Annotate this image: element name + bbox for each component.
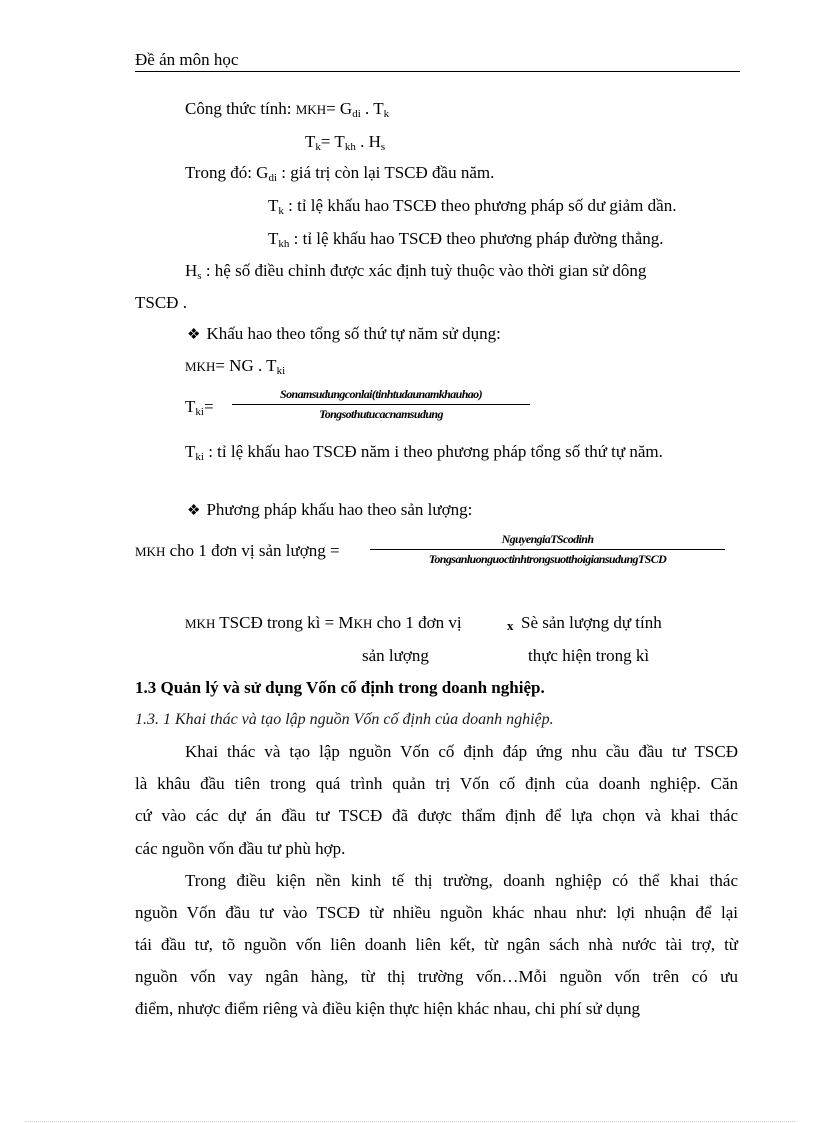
sub-k: k bbox=[278, 205, 284, 217]
san-luong-label: sản lượng bbox=[362, 646, 429, 665]
sub-kh: kh bbox=[344, 141, 356, 153]
multiply-sign: x bbox=[507, 618, 514, 633]
fraction-denominator: TongsanluonguoctinhtrongsuotthoigiansudungTSCD bbox=[428, 552, 667, 566]
mkh-tscd-end: Sè sản lượng dự tính bbox=[521, 613, 662, 632]
bullet-san-luong bbox=[187, 500, 472, 520]
section-subheading: 1.3. 1 Khai thác và tạo lập nguồn Vốn cố định của doanh nghiệp. bbox=[135, 711, 554, 728]
sub-s: s bbox=[197, 270, 202, 282]
sub-di: di bbox=[352, 108, 361, 120]
definition-text: : tỉ lệ khấu hao TSCĐ theo phương pháp đường thẳng. bbox=[289, 229, 664, 248]
formula-line-1 bbox=[185, 99, 389, 120]
mkh-san-luong-label bbox=[135, 541, 340, 561]
paragraph-line: các nguồn vốn đầu tư phù hợp. bbox=[135, 839, 346, 858]
formula-eq: = bbox=[203, 397, 214, 416]
paragraph-line: Trong điều kiện nền kinh tế thị trường, doanh nghiệp có thể khai thác bbox=[185, 871, 738, 890]
sub-di: di bbox=[268, 172, 278, 184]
formula-rest: cho 1 đơn vị bbox=[372, 613, 462, 632]
formula-rest: = NG . T bbox=[215, 356, 277, 375]
mkh-symbol: MKH bbox=[135, 544, 166, 559]
fraction-bar bbox=[370, 549, 725, 550]
sub-k: k bbox=[383, 108, 390, 120]
paragraph-line: là khâu đầu tiên trong quá trình quản trị Vốn cố định của doanh nghiệp. Căn bbox=[135, 774, 738, 793]
page-bottom-divider bbox=[25, 1121, 795, 1122]
formula-mid: TSCĐ trong kì = M bbox=[215, 613, 354, 632]
paragraph-line: tái đầu tư, tõ nguồn vốn liên doanh liên kết, từ ngân sách nhà nước tài trợ, từ bbox=[135, 935, 738, 954]
paragraph-line: Khai thác và tạo lập nguồn Vốn cố định đáp ứng nhu cầu đầu tư TSCĐ bbox=[185, 742, 738, 761]
definition-gdi bbox=[185, 163, 494, 184]
mkh-tscd-line bbox=[185, 613, 462, 633]
kh-symbol: KH bbox=[353, 616, 373, 631]
bullet-text: Khấu hao theo tổng số thứ tự năm sử dụng: bbox=[206, 324, 501, 343]
formula-eq: = T bbox=[320, 132, 345, 151]
bullet-text: Phương pháp khấu hao theo sản lượng: bbox=[206, 500, 473, 519]
sub-ki: ki bbox=[195, 451, 204, 463]
sub-s: s bbox=[380, 141, 386, 153]
definition-tkh bbox=[268, 229, 664, 250]
formula-dot: . H bbox=[355, 132, 381, 151]
header-title: Đề án môn học bbox=[135, 50, 239, 69]
formula-line-2 bbox=[305, 132, 385, 153]
diamond-bullet-icon: ❖ bbox=[187, 327, 201, 343]
bullet-tong-so bbox=[187, 324, 501, 344]
tki-symbol: T bbox=[185, 397, 196, 416]
fraction-bar bbox=[232, 404, 530, 405]
sub-ki: ki bbox=[276, 365, 286, 377]
tk-symbol: T bbox=[268, 196, 279, 215]
fraction-denominator: Tongsothutucacnamsudung bbox=[319, 407, 443, 421]
mkh-symbol: MKH bbox=[185, 616, 216, 631]
fraction-numerator: Sonamsudungconlai(tinhtudaunamkhauhao) bbox=[280, 387, 482, 401]
paragraph-line: nguồn vốn vay ngân hàng, từ thị trường vốn…Mỗi nguồn vốn trên có ưu bbox=[135, 967, 738, 986]
formula-rest: cho 1 đơn vị sản lượng = bbox=[165, 541, 340, 560]
fraction-tki bbox=[232, 387, 530, 422]
formula-mkh-ng bbox=[185, 356, 285, 377]
definition-text: : hệ số điều chỉnh được xác định tuỳ thuộc vào thời gian sử dông bbox=[201, 261, 647, 280]
tki-label bbox=[185, 397, 214, 418]
formula-label: Công thức tính: bbox=[185, 99, 296, 118]
definition-text: : tỉ lệ khấu hao TSCĐ năm i theo phương pháp tổng số thứ tự năm. bbox=[203, 442, 663, 461]
formula-eq: = G bbox=[326, 99, 353, 118]
definition-hs bbox=[185, 261, 646, 282]
sub-kh: kh bbox=[278, 238, 290, 250]
tki-description bbox=[185, 442, 663, 463]
tkh-symbol: T bbox=[268, 229, 279, 248]
paragraph-line: điểm, nhược điểm riêng và điều kiện thực hiện khác nhau, chi phí sử dụng bbox=[135, 999, 640, 1018]
definition-tk bbox=[268, 196, 676, 217]
definition-text: : tỉ lệ khấu hao TSCĐ theo phương pháp số dư giảm dần. bbox=[283, 196, 677, 215]
sub-ki: ki bbox=[195, 406, 204, 418]
thuc-hien-label: thực hiện trong kì bbox=[528, 646, 650, 665]
diamond-bullet-icon: ❖ bbox=[187, 503, 201, 519]
mkh-symbol: MKH bbox=[295, 102, 327, 117]
sub-k: k bbox=[315, 141, 321, 153]
fraction-numerator: NguyengiaTScodinh bbox=[501, 532, 594, 546]
mkh-symbol: MKH bbox=[185, 359, 216, 374]
formula-dot: . T bbox=[360, 99, 384, 118]
hs-symbol: H bbox=[185, 261, 198, 280]
tki-symbol: T bbox=[185, 442, 196, 461]
paragraph-line: cứ vào các dự án đầu tư TSCĐ đã được thẩm định để lựa chọn và khai thác bbox=[135, 806, 738, 825]
tk-symbol: T bbox=[305, 132, 316, 151]
definition-hs-continued: TSCĐ . bbox=[135, 293, 187, 312]
fraction-san-luong bbox=[370, 532, 725, 567]
definition-label: Trong đó: G bbox=[185, 163, 269, 182]
section-heading: 1.3 Quản lý và sử dụng Vốn cố định trong doanh nghiệp. bbox=[135, 678, 545, 697]
definition-text: : giá trị còn lại TSCĐ đầu năm. bbox=[277, 163, 495, 182]
paragraph-line: nguồn Vốn đầu tư vào TSCĐ từ nhiều nguồn khác nhau như: lợi nhuận để lại bbox=[135, 903, 738, 922]
header-rule bbox=[135, 71, 740, 72]
